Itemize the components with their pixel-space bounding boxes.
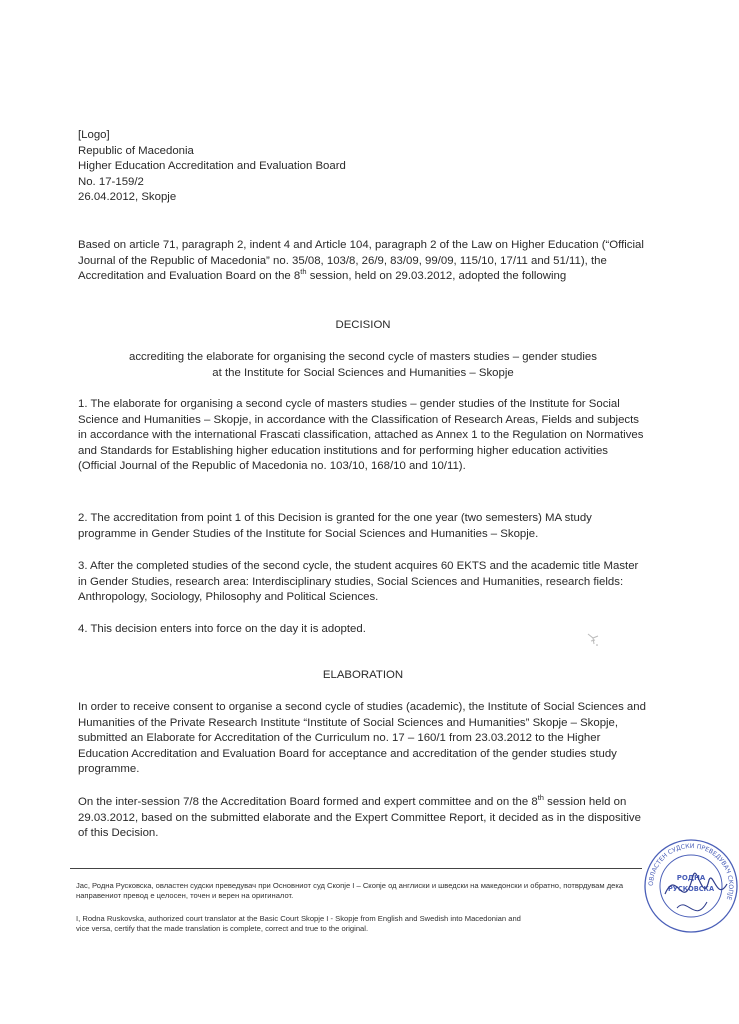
logo-placeholder: [Logo] (78, 129, 110, 141)
preamble-sup: th (300, 267, 307, 277)
translator-stamp (643, 836, 739, 936)
stamp-name-mid: РУСКОВСКА (667, 885, 715, 893)
preamble-text: Based on article 71, paragraph 2, indent 4 and Article 104, paragraph 2 of the Law on Higher Education (“Official Journal of the Republic of Macedonia” no. 35/08, 103/8, 26/9, 83/09, 99/09, 115/10, 17/11 and 51/11), the Accreditation and Evaluation Board on the 8 (78, 239, 644, 283)
decision-point-1 (78, 397, 648, 475)
translator-note-en: I, Rodna Ruskovska, authorized court translator at the Basic Court Skopje I - Skopje from English and Swedish into Macedonian and vice versa, certify that the made translation is complete, correct and true to the original. (76, 914, 521, 934)
decision-point-1-text: 1. The elaborate for organising a second cycle of masters studies – gender studies of the Institute for Social Science and Humanities – Skopje, in accordance with the Classification of Research Areas, Fields and subjects in accordance with the international Frascati classification, attached as Annex 1 to the Regulation on Normatives and Standards for Establishing higher education institutions and for performing higher education activities (Official Journal of the Republic of Macedonia no. 103/10, 168/10 and 10/11). (78, 398, 644, 473)
decision-point-4 (78, 622, 648, 638)
elaboration-paragraph-2 (78, 795, 648, 842)
elaboration-sup: th (537, 793, 544, 803)
elaboration-paragraph-2-end: session held on 29.03.2012, based on the submitted elaborate and the Expert Committee Report, it decided as in the dispositive of this Decision. (78, 796, 641, 840)
letterhead (78, 128, 346, 206)
elaboration-paragraph-1 (78, 700, 648, 778)
decision-point-2 (78, 511, 648, 542)
decision-heading: DECISION (335, 319, 391, 331)
signature-underline (677, 902, 707, 911)
stamp-name-top: РОДНА (676, 874, 706, 882)
elaboration-paragraph-2-text: On the inter-session 7/8 the Accreditation Board formed and expert committee and on the 8 (78, 796, 538, 808)
footer-divider (70, 868, 642, 869)
translator-note-mk: Јас, Родна Русковска, овластен судски преведувач при Основниот суд Скопје I – Скопје од англиски и шведски на македонски и обратно, потврдувам дека направениот превод е целосен, точен и верен на оригиналот. (76, 881, 624, 901)
scan-speck (586, 632, 600, 648)
decision-point-3-text: 3. After the completed studies of the second cycle, the student acquires 60 EKTS and the academic title Master in Gender Studies, research area: Interdisciplinary studies, Social Sciences and Humanities, research fields: Anthropology, Sociology, Philosophy and Political Sciences. (78, 560, 639, 604)
decision-subtitle-line2: at the Institute for Social Sciences and Humanities – Skopje (212, 366, 514, 379)
document-date: 26.04.2012, Skopje (78, 191, 177, 204)
decision-point-4-text: 4. This decision enters into force on the day it is adopted. (78, 623, 366, 635)
preamble-text-end: session, held on 29.03.2012, adopted the following (306, 270, 567, 283)
document-number: No. 17-159/2 (78, 175, 144, 188)
decision-point-3 (78, 559, 648, 606)
board-name: Higher Education Accreditation and Evaluation Board (78, 160, 346, 173)
elaboration-heading: ELABORATION (322, 669, 404, 681)
country-name: Republic of Macedonia (78, 144, 194, 157)
preamble (78, 238, 648, 285)
decision-subtitle (78, 350, 648, 381)
stamp-ring-text: ОВЛАСТЕН СУДСКИ ПРЕВЕДУВАЧ СКОПЈЕ (647, 842, 735, 901)
decision-subtitle-line1: accrediting the elaborate for organising the second cycle of masters studies – gender studies (129, 351, 597, 363)
decision-point-2-text: 2. The accreditation from point 1 of this Decision is granted for the one year (two semesters) MA study programme in Gender Studies of the Institute for Social Sciences and Humanities – Skopje. (78, 512, 592, 540)
elaboration-paragraph-1-text: In order to receive consent to organise a second cycle of studies (academic), the Institute of Social Sciences and Humanities of the Private Research Institute “Institute of Social Sciences and Humanities” Skopje – Skopje, submitted an Elaborate for Accreditation of the Curriculum no. 17 – 160/1 from 23.03.2012 to the Higher Education Accreditation and Evaluation Board for acceptance and accreditation of the gender studies study programme. (78, 701, 646, 776)
